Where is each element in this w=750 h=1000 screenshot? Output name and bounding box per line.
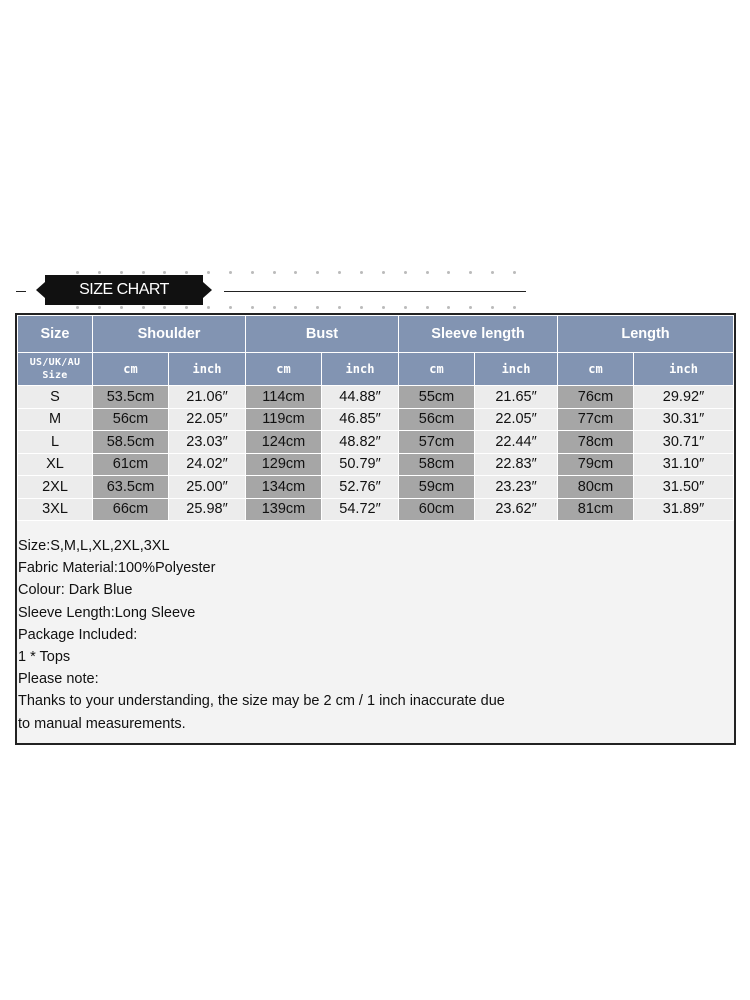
cell-sleeve-cm: 58cm	[399, 453, 475, 476]
size-chart-card	[15, 313, 736, 745]
cell-size: S	[18, 386, 93, 409]
cell-size: M	[18, 408, 93, 431]
cell-length-cm: 77cm	[558, 408, 634, 431]
banner-dots-bottom	[76, 306, 516, 310]
cell-length-inch: 31.89″	[634, 498, 734, 521]
detail-note-heading: Please note:	[18, 671, 99, 688]
banner-rule-right	[224, 291, 526, 292]
cell-bust-cm: 119cm	[246, 408, 322, 431]
header-sleeve-length: Sleeve length	[399, 316, 558, 353]
cell-bust-cm: 139cm	[246, 498, 322, 521]
table-row	[18, 386, 734, 409]
cell-length-inch: 29.92″	[634, 386, 734, 409]
header-bust: Bust	[246, 316, 399, 353]
table-row	[18, 408, 734, 431]
cell-shoulder-inch: 21.06″	[169, 386, 246, 409]
detail-note-line2: to manual measurements.	[18, 715, 186, 732]
cell-shoulder-cm: 56cm	[93, 408, 169, 431]
cell-sleeve-inch: 22.05″	[475, 408, 558, 431]
cell-bust-inch: 44.88″	[322, 386, 399, 409]
cell-sleeve-inch: 22.44″	[475, 431, 558, 454]
cell-length-cm: 78cm	[558, 431, 634, 454]
detail-colour: Colour: Dark Blue	[18, 582, 133, 599]
subheader-size-line1: US/UK/AU	[29, 357, 81, 368]
size-chart-banner	[16, 268, 526, 316]
cell-sleeve-inch: 23.62″	[475, 498, 558, 521]
cell-sleeve-cm: 57cm	[399, 431, 475, 454]
subheader-length-inch: inch	[634, 353, 734, 386]
cell-size: 2XL	[18, 476, 93, 499]
cell-size: L	[18, 431, 93, 454]
banner-rule-left	[16, 291, 26, 292]
cell-bust-cm: 124cm	[246, 431, 322, 454]
cell-bust-inch: 54.72″	[322, 498, 399, 521]
cell-size: XL	[18, 453, 93, 476]
subheader-size-region	[18, 353, 93, 386]
header-length: Length	[558, 316, 734, 353]
cell-sleeve-inch: 22.83″	[475, 453, 558, 476]
cell-size: 3XL	[18, 498, 93, 521]
cell-length-inch: 30.31″	[634, 408, 734, 431]
cell-sleeve-inch: 23.23″	[475, 476, 558, 499]
product-details	[17, 521, 734, 735]
table-row	[18, 476, 734, 499]
detail-package-heading: Package Included:	[18, 626, 138, 643]
cell-length-cm: 81cm	[558, 498, 634, 521]
cell-shoulder-inch: 23.03″	[169, 431, 246, 454]
cell-shoulder-cm: 63.5cm	[93, 476, 169, 499]
cell-bust-cm: 129cm	[246, 453, 322, 476]
cell-bust-cm: 134cm	[246, 476, 322, 499]
subheader-sleeve-inch: inch	[475, 353, 558, 386]
cell-bust-inch: 52.76″	[322, 476, 399, 499]
cell-shoulder-inch: 24.02″	[169, 453, 246, 476]
size-table	[17, 315, 734, 521]
table-row	[18, 498, 734, 521]
detail-package-contents: 1 * Tops	[18, 649, 71, 666]
cell-length-inch: 31.10″	[634, 453, 734, 476]
banner-notch-right	[203, 282, 212, 298]
cell-shoulder-cm: 66cm	[93, 498, 169, 521]
cell-shoulder-inch: 25.00″	[169, 476, 246, 499]
detail-fabric: Fabric Material:100%Polyester	[18, 560, 216, 577]
cell-bust-inch: 48.82″	[322, 431, 399, 454]
cell-length-cm: 76cm	[558, 386, 634, 409]
detail-sleeve-length: Sleeve Length:Long Sleeve	[18, 604, 196, 621]
subheader-length-cm: cm	[558, 353, 634, 386]
cell-sleeve-cm: 59cm	[399, 476, 475, 499]
cell-bust-inch: 50.79″	[322, 453, 399, 476]
cell-sleeve-cm: 55cm	[399, 386, 475, 409]
cell-length-cm: 79cm	[558, 453, 634, 476]
cell-bust-cm: 114cm	[246, 386, 322, 409]
subheader-size-line2: Size	[42, 370, 68, 381]
table-row	[18, 453, 734, 476]
cell-sleeve-inch: 21.65″	[475, 386, 558, 409]
cell-sleeve-cm: 56cm	[399, 408, 475, 431]
cell-shoulder-inch: 25.98″	[169, 498, 246, 521]
cell-shoulder-cm: 61cm	[93, 453, 169, 476]
detail-sizes: Size:S,M,L,XL,2XL,3XL	[18, 538, 170, 554]
subheader-bust-cm: cm	[246, 353, 322, 386]
header-shoulder: Shoulder	[93, 316, 246, 353]
subheader-bust-inch: inch	[322, 353, 399, 386]
cell-shoulder-inch: 22.05″	[169, 408, 246, 431]
banner-title: SIZE CHART	[45, 275, 203, 305]
cell-shoulder-cm: 58.5cm	[93, 431, 169, 454]
cell-bust-inch: 46.85″	[322, 408, 399, 431]
banner-notch-left	[36, 282, 45, 298]
header-size: Size	[18, 316, 93, 353]
cell-length-inch: 30.71″	[634, 431, 734, 454]
subheader-shoulder-inch: inch	[169, 353, 246, 386]
table-row	[18, 431, 734, 454]
subheader-shoulder-cm: cm	[93, 353, 169, 386]
cell-shoulder-cm: 53.5cm	[93, 386, 169, 409]
cell-length-cm: 80cm	[558, 476, 634, 499]
cell-sleeve-cm: 60cm	[399, 498, 475, 521]
cell-length-inch: 31.50″	[634, 476, 734, 499]
subheader-sleeve-cm: cm	[399, 353, 475, 386]
detail-note-line1: Thanks to your understanding, the size may be 2 cm / 1 inch inaccurate due	[18, 693, 505, 710]
